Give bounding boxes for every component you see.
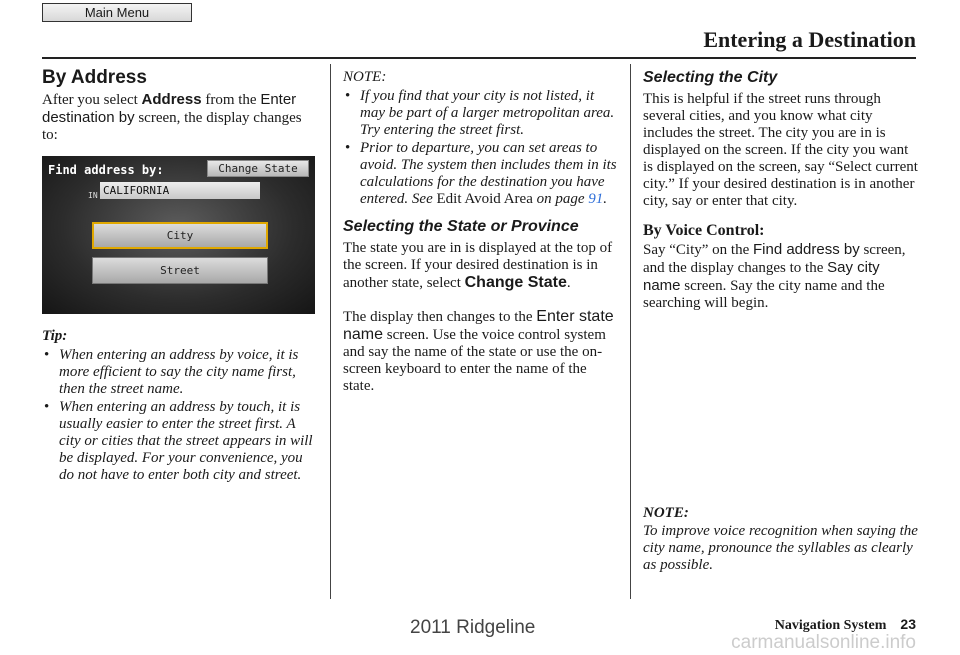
intro-text-2: from the (201, 92, 261, 108)
column-divider-1 (330, 64, 331, 599)
screen-title: Find address by: (48, 163, 164, 177)
enter-state-name-term: Enter state name (343, 308, 614, 343)
voice-paragraph (643, 241, 921, 312)
tip-item: • When entering an address by voice, it is more efficient to say the city name first, then the street name. (42, 347, 318, 398)
city-note-label: NOTE: (643, 505, 689, 521)
state-field: CALIFORNIA (100, 182, 260, 199)
note-item (343, 140, 619, 208)
tip-item: • When entering an address by touch, it is usually easier to enter the street first. A city or cities that the street appears in will be displayed. For your convenience, you do not have to enter both city and street. (42, 399, 318, 484)
note-list (343, 88, 619, 208)
column-1 (42, 66, 318, 485)
intro-text-1: After you select (42, 92, 142, 108)
state-text: The state you are in is displayed at the top of the screen. If your desired destination is in another state, select (343, 240, 613, 291)
column-divider-2 (630, 64, 631, 599)
voice-text-2: screen, and the display changes to the (643, 242, 906, 276)
state-paragraph-2 (343, 308, 619, 395)
address-term: Address (141, 91, 202, 108)
state-text-3: screen. Use the voice control system and say the name of the state or use the on-screen keyboard to enter the name of the state. (343, 327, 606, 394)
page-number: 23 (900, 616, 916, 632)
state-text-end: . (566, 275, 571, 291)
in-label: IN (88, 191, 98, 200)
state-text-2: The display then changes to the (343, 309, 537, 325)
note-item: • If you find that your city is not listed, it may be part of a larger metropolitan area. Try entering the street first. (343, 88, 619, 139)
city-button[interactable]: City (92, 222, 268, 249)
note-label: NOTE: (343, 69, 387, 85)
city-heading: Selecting the City (643, 69, 778, 86)
note-end: . (603, 191, 608, 207)
model-watermark: 2011 Ridgeline (410, 617, 536, 638)
intro-text-3: screen, the display changes to: (42, 110, 302, 143)
section-title: Entering a Destination (703, 27, 916, 52)
by-address-heading: By Address (42, 67, 147, 88)
say-city-name-term: Say city name (643, 259, 880, 294)
voice-text-1: Say “City” on the (643, 242, 753, 258)
column-3 (643, 66, 921, 573)
enter-destination-term: Enter destination by (42, 91, 297, 126)
voice-control-heading: By Voice Control: (643, 222, 765, 239)
voice-text-3: screen. Say the city name and the searching will begin. (643, 278, 885, 311)
main-menu-button[interactable]: Main Menu (42, 3, 192, 22)
find-address-screen (42, 156, 315, 314)
note-text: Prior to departure, you can set areas to avoid. The system then includes them in its calculations for the destination you have entered. See (360, 140, 617, 207)
column-2 (343, 66, 619, 395)
change-state-button[interactable]: Change State (207, 160, 309, 177)
tip-label: Tip: (42, 328, 68, 344)
note-on-page: on page (532, 191, 589, 207)
street-button[interactable]: Street (92, 257, 268, 284)
by-address-intro (42, 91, 318, 144)
footer-nav-label: Navigation System (774, 618, 887, 633)
site-watermark: carmanualsonline.info (731, 632, 916, 653)
tip-list (42, 347, 318, 484)
city-paragraph: This is helpful if the street runs through several cities, and you know what city includes the street. The city you are in is displayed on the screen. If the city you want is displayed on the screen, say “Select current city.” If your desired destination is in another city, say or enter that city. (643, 91, 918, 209)
edit-avoid-area-ref: Edit Avoid Area (436, 191, 533, 207)
header-rule (42, 57, 916, 59)
city-note: To improve voice recognition when saying the city name, pronounce the syllables as clearly as possible. (643, 523, 918, 573)
state-paragraph-1 (343, 240, 619, 292)
find-address-term: Find address by (752, 241, 860, 258)
state-heading: Selecting the State or Province (343, 218, 579, 235)
change-state-term: Change State (464, 274, 567, 291)
page-link[interactable]: 91 (588, 191, 604, 207)
